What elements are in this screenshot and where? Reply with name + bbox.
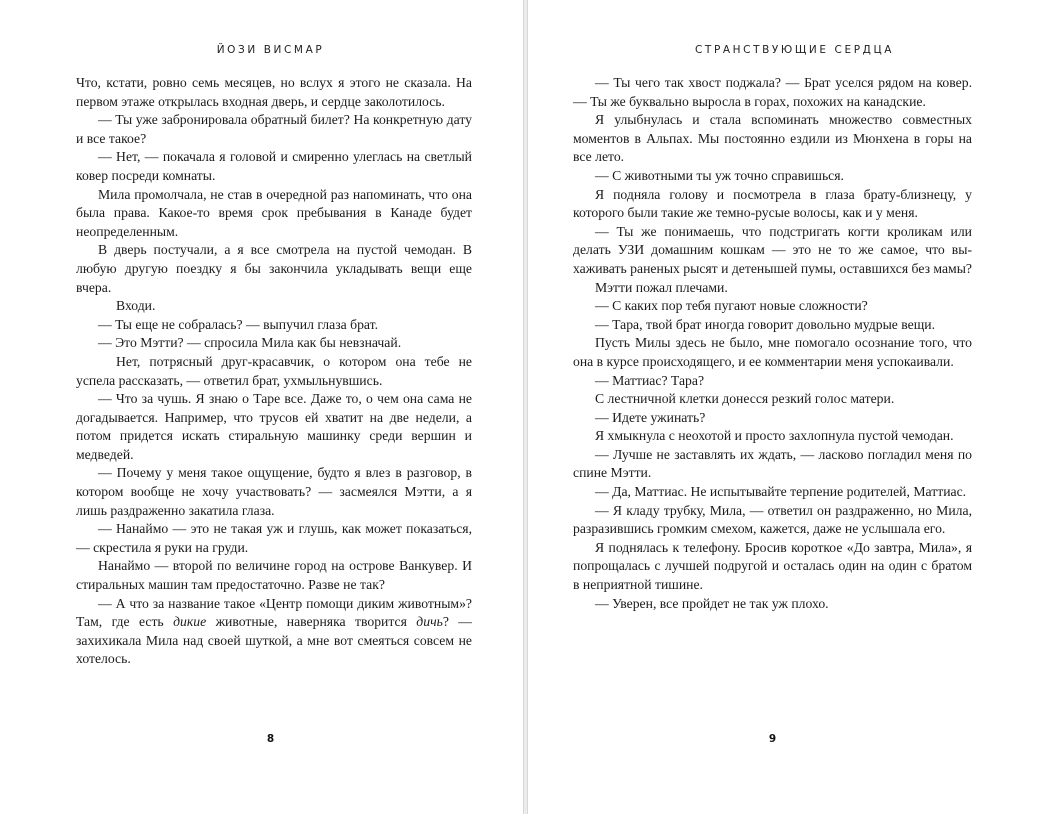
text-run: ? — захихикала Мила над своей шуткой, а мне вот смеяться совсем не хотелось.	[76, 614, 472, 667]
page-number: 8	[266, 733, 275, 745]
paragraph-with-italics	[76, 595, 472, 669]
paragraph: Я улыбнулась и стала вспоминать множество совместных моментов в Альпах. Мы постоянно ездили из Мюнхена в горы на все лето.	[573, 112, 972, 165]
paragraph: Нанаймо — второй по величине город на острове Ванкувер. И стиральных машин там предостаточно. Разве не так?	[76, 558, 472, 593]
right-page-text	[573, 74, 972, 613]
running-head-title: СТРАНСТВУЮЩИЕ СЕРДЦА	[695, 44, 894, 56]
paragraph: — Лучше не заставлять их ждать, — ласково погладил меня по спине Мэтти.	[573, 446, 972, 481]
right-page	[527, 0, 1050, 814]
left-page	[0, 0, 524, 814]
paragraph: — С каких пор тебя пугают новые сложности?	[595, 298, 868, 314]
running-head-author: ЙОЗИ ВИСМАР	[216, 44, 325, 56]
paragraph: Мэтти пожал плечами.	[595, 279, 728, 295]
paragraph: — Это Мэтти? — спросила Мила как бы невзначай.	[98, 335, 402, 351]
paragraph: — Да, Маттиас. Не испытывайте терпение родителей, Маттиас.	[595, 484, 967, 500]
paragraph: Что, кстати, ровно семь месяцев, но вслух я этого не сказала. На первом этаже открылась входная дверь, и сердце заколотилось.	[76, 75, 472, 109]
paragraph: — Что за чушь. Я знаю о Таре все. Даже то, о чем она сама не догадывается. Например, что трусов ей хватит на две недели, а потом придется искать стиральную машинку среди вершин и медведей.	[76, 391, 472, 462]
paragraph: — С животными ты уж точно справишься.	[595, 167, 844, 183]
paragraph: — Ты еще не собралась? — выпучил глаза брат.	[98, 316, 379, 332]
paragraph: Нет, потрясный друг-красавчик, о котором она тебе не успела рассказать, — ответил брат, ухмыльнувшись.	[76, 353, 472, 388]
paragraph: — Маттиас? Тара?	[595, 372, 705, 388]
paragraph: Я поднялась к телефону. Бросив короткое «До завтра, Мила», я попрощалась с лучшей подругой и осталась один на один с братом в неприятной тишине.	[573, 539, 972, 593]
text-run: животные, наверняка творится	[215, 614, 417, 630]
paragraph: Я хмыкнула с неохотой и просто захлопнула пустой чемодан.	[595, 428, 954, 444]
paragraph: — Я кладу трубку, Мила, — ответил он раздраженно, но Мила, разразившись громким смехом, кажется, даже не услышала его.	[573, 502, 972, 537]
paragraph: Я подняла голову и посмотрела в глаза брату-близнецу, у которого были такие же темно-русые волосы, как и у меня.	[573, 186, 972, 221]
paragraph: — Почему у меня такое ощущение, будто я влез в разговор, в котором вообще не хочу участвовать? — засмеялся Мэтти, а я лишь раздраженно закатила глаза.	[76, 465, 472, 518]
paragraph: — Идете ужинать?	[595, 409, 706, 425]
text-run: — А что за название такое «Центр помощи диким животным»? Там, где есть	[76, 595, 472, 630]
paragraph: Мила промолчала, не став в очередной раз напоминать, что она была права. Какое-то время срок пребывания в Канаде будет неопределенным.	[76, 186, 472, 239]
paragraph: — Нет, — покачала я головой и смиренно улеглась на светлый ковер посреди комнаты.	[76, 149, 472, 183]
paragraph: Пусть Милы здесь не было, мне помогало осознание того, что она в курсе происходящего, и ее комментарии меня успокаивали.	[573, 335, 972, 369]
paragraph: — Ты уже забронировала обратный билет? На конкретную дату и все такое?	[76, 112, 472, 146]
paragraph: С лестничной клетки донесся резкий голос матери.	[595, 391, 895, 407]
paragraph: — Ты же понимаешь, что подстригать когти кроликам или делать УЗИ домашним кошкам — это не то же самое, что выхаживать раненых рысят и детенышей пумы, оставшихся без мамы?	[573, 223, 972, 276]
paragraph: — Уверен, все пройдет не так уж плохо.	[595, 595, 829, 611]
italic-word: дичь	[416, 614, 443, 630]
paragraph: Входи.	[116, 298, 156, 314]
paragraph: — Ты чего так хвост поджала? — Брат уселся рядом на ковер. — Ты же буквально выросла в горах, похожих на канадские.	[573, 75, 972, 109]
paragraph: В дверь постучали, а я все смотрела на пустой чемодан. В любую другую поездку я бы закончила укладывать вещи еще вчера.	[76, 242, 472, 295]
paragraph: — Нанаймо — это не такая уж и глушь, как может показаться, — скрестила я руки на груди.	[76, 521, 472, 555]
page-number: 9	[768, 733, 777, 745]
left-page-text	[76, 74, 472, 669]
italic-word: дикие	[173, 614, 207, 630]
paragraph: — Тара, твой брат иногда говорит довольно мудрые вещи.	[595, 316, 936, 332]
